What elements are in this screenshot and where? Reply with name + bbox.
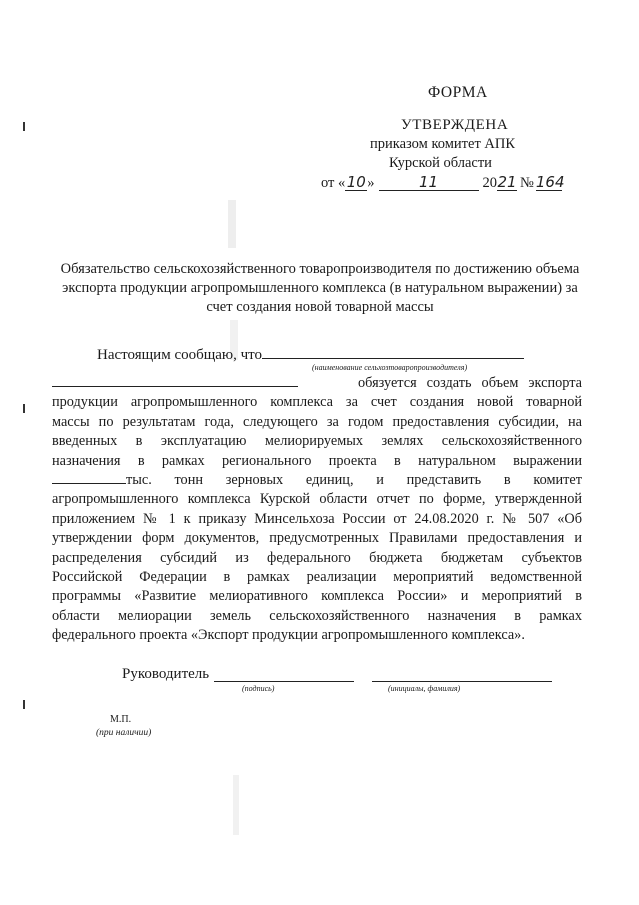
text-line: агропромышленного комплекса Курской области отчет по форме, утвержденной <box>52 491 582 508</box>
order-year-prefix: 20 <box>482 175 498 191</box>
stamp-note: (при наличии) <box>96 728 152 738</box>
scan-margin-mark <box>23 122 25 131</box>
scan-margin-mark <box>23 700 25 709</box>
order-prefix: от « <box>321 175 346 191</box>
text-line: введенных в эксплуатацию мелиорируемых землях сельскохозяйственного <box>52 433 582 450</box>
obligation-text <box>52 374 582 645</box>
head-label: Руководитель <box>122 666 210 682</box>
initials-field[interactable] <box>372 681 552 682</box>
text-line: федерального проекта «Экспорт продукции агропромышленного комплекса». <box>52 627 525 644</box>
form-label: ФОРМА <box>428 84 488 101</box>
producer-name-caption: (наименование сельхозтоваропроизводителя) <box>312 363 468 372</box>
lead-text: Настоящим сообщаю, что <box>97 347 263 363</box>
text-line: области мелиорации земель сельскохозяйственного назначения в рамках <box>52 607 582 624</box>
text-line: продукции агропромышленного комплекса за счет создания новой товарной <box>52 394 582 411</box>
tonnage-field[interactable] <box>52 472 126 484</box>
producer-name-continuation-field[interactable] <box>52 375 298 387</box>
order-number: 164 <box>535 173 565 191</box>
order-number-label: № <box>520 175 534 191</box>
scan-noise <box>228 200 236 248</box>
approved-by-line-2: Курской области <box>389 155 492 171</box>
approved-heading: УТВЕРЖДЕНА <box>401 117 509 133</box>
producer-name-field[interactable] <box>262 346 524 359</box>
signature-caption: (подпись) <box>242 684 275 693</box>
order-month: 11 <box>379 175 479 191</box>
text-line: обязуется создать объем экспорта <box>52 374 582 393</box>
stamp-label: М.П. <box>110 714 132 725</box>
text-line: массы по результатам года, следующего за годом предоставления субсидии, на <box>52 413 582 430</box>
scan-margin-mark <box>23 404 25 413</box>
text-line: утверждении форм документов, предусмотренных Правилами предоставления и <box>52 530 582 547</box>
order-year-suffix: 21 <box>497 173 517 191</box>
document-title: Обязательство сельскохозяйственного товаропроизводителя по достижению объема экспорта продукции агропромышленного комплекса (в натуральном выражении) за счет создания новой товарной массы <box>60 261 580 315</box>
text-line: распределения субсидий из федерального бюджета бюджетам субъектов <box>52 549 582 566</box>
text-line: тыс. тонн зерновых единиц, и представить в комитет <box>52 471 582 490</box>
lead-line <box>97 346 524 364</box>
signature-field[interactable] <box>214 681 354 682</box>
text-line: программы «Развитие мелиоративного комплекса России» и мероприятий в <box>52 588 582 605</box>
order-mid: » <box>367 175 375 191</box>
order-day: 10 <box>346 173 366 191</box>
text-line: Российской Федерации в рамках реализации мероприятий ведомственной <box>52 568 582 585</box>
initials-caption: (инициалы, фамилия) <box>388 684 461 693</box>
order-date-line <box>321 173 565 192</box>
scan-noise <box>233 775 239 835</box>
text-line: назначения в рамках регионального проекта в натуральном выражении <box>52 452 582 469</box>
approved-by-line-1: приказом комитет АПК <box>370 136 516 152</box>
text-line: приложением № 1 к приказу Минсельхоза России от 24.08.2020 г. № 507 «Об <box>52 510 582 527</box>
